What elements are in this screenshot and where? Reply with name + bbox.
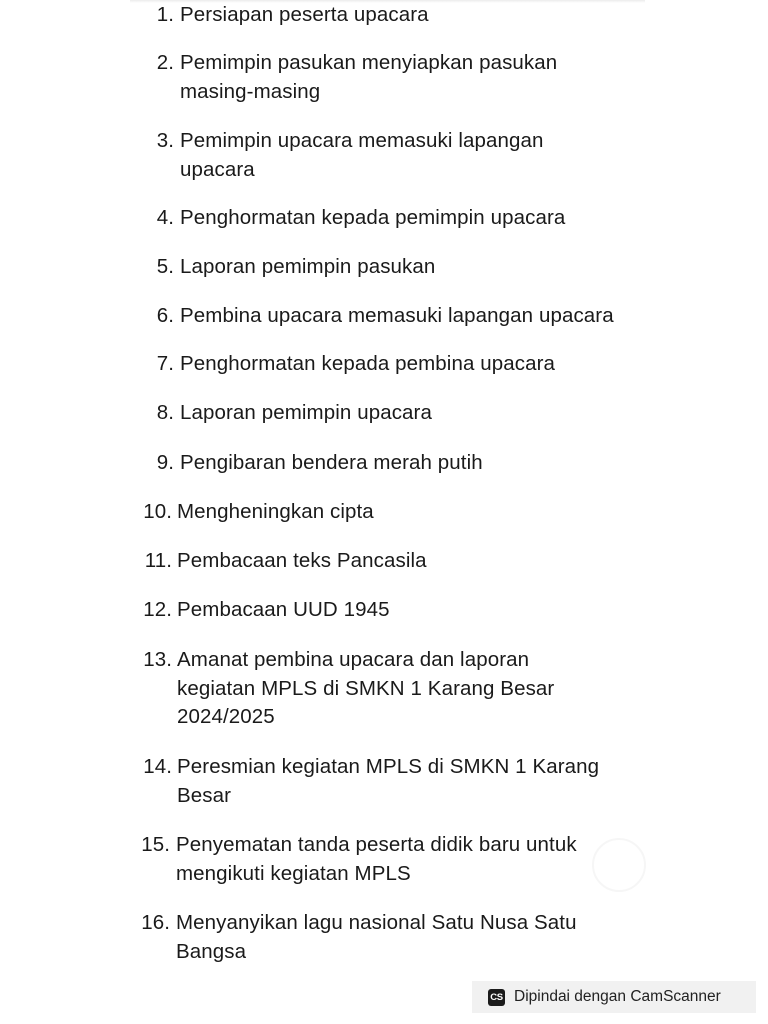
list-item-number: 14. [143, 755, 172, 778]
list-item-text: Penyematan tanda peserta didik baru untuk mengikuti kegiatan MPLS [176, 833, 577, 885]
list-item-number: 4. [156, 206, 174, 229]
camscanner-logo-icon: CS [488, 989, 505, 1006]
list-item-number: 8. [156, 401, 174, 424]
list-item-number: 6. [156, 304, 174, 327]
list-item-text: Mengheningkan cipta [177, 500, 374, 523]
list-item-number: 16. [141, 911, 170, 934]
list-item-number: 7. [156, 352, 174, 375]
list-item-number: 9. [156, 451, 174, 474]
list-item-number: 5. [156, 255, 174, 278]
camscanner-watermark [472, 981, 756, 1013]
list-item-text: Pembacaan UUD 1945 [177, 598, 390, 621]
list-item-text: Menyanyikan lagu nasional Satu Nusa Satu Bangsa [176, 911, 577, 963]
list-item-text: Persiapan peserta upacara [180, 3, 429, 26]
list-item-text: Pembina upacara memasuki lapangan upacara [180, 304, 614, 327]
list-item-number: 1. [156, 3, 174, 26]
list-item-number: 15. [141, 833, 170, 856]
list-item-text: Pengibaran bendera merah putih [180, 451, 483, 474]
list-item-number: 11. [144, 549, 172, 572]
list-item-text: Laporan pemimpin upacara [180, 401, 432, 424]
list-item-text: Pemimpin upacara memasuki lapangan upacara [180, 129, 544, 181]
faint-circle-mark [592, 838, 646, 892]
list-item-number: 2. [156, 51, 174, 74]
list-item-text: Pemimpin pasukan menyiapkan pasukan masing-masing [180, 51, 558, 103]
list-item-text: Penghormatan kepada pembina upacara [180, 352, 556, 375]
list-item-text: Peresmian kegiatan MPLS di SMKN 1 Karang Besar [177, 755, 600, 807]
list-item-number: 12. [143, 598, 172, 621]
list-item-text: Amanat pembina upacara dan laporan kegiatan MPLS di SMKN 1 Karang Besar 2024/2025 [177, 648, 555, 728]
list-item-number: 3. [156, 129, 174, 152]
watermark-text: Dipindai dengan CamScanner [514, 988, 721, 1005]
list-item-text: Pembacaan teks Pancasila [177, 549, 427, 572]
list-item-text: Laporan pemimpin pasukan [180, 255, 436, 278]
list-item-number: 13. [143, 648, 172, 671]
list-item-text: Penghormatan kepada pemimpin upacara [180, 206, 566, 229]
list-item-number: 10. [143, 500, 172, 523]
